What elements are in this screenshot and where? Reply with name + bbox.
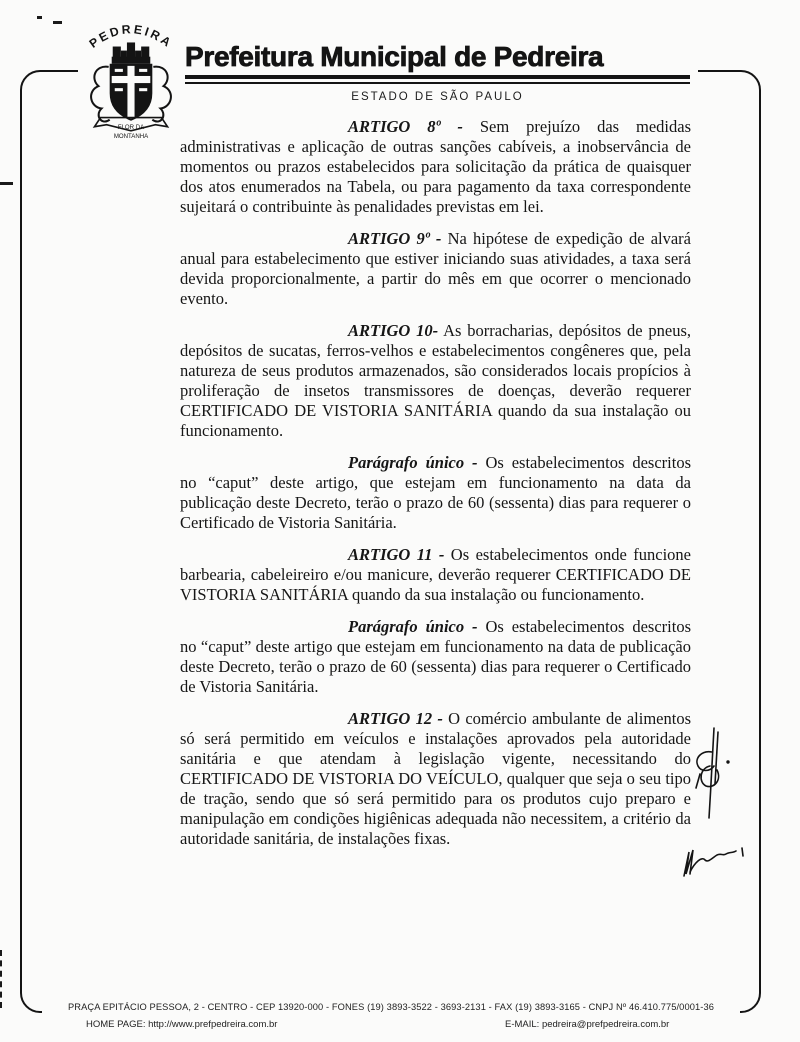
footer-row-2 bbox=[0, 1019, 800, 1035]
paragraph-text: Os estabelecimentos descritos no “caput” deste artigo que estejam em funcionamento na data de publicação deste Decreto, terão o prazo de 60 (sessenta) dias para requerer o Certificado de Vistoria Sanitária. bbox=[180, 617, 692, 696]
paragraph-text: O comércio ambulante de alimentos só será permitido em veículos e instalações aprovados pela autoridade sanitária e que atendam à legislação vigente, necessitando do CERTIFICADO DE VISTORIA DO VEÍCULO, qualquer que seja o seu tipo de tração, sendo que só será permitido para os produtos cujo preparo e manipulação em condições higiênicas adequada não necessitem, a critério da autoridade sanitária, de instalações fixas. bbox=[180, 709, 692, 848]
page-title: Prefeitura Municipal de Pedreira bbox=[185, 41, 604, 72]
title-double-rule bbox=[185, 75, 690, 84]
footer-address: PRAÇA EPITÁCIO PESSOA, 2 - CENTRO - CEP 13920-000 - FONES (19) 3893-3522 - 3693-2131 - FAX (19) 3893-3165 - CNPJ Nº 46.410.775/0001-36 bbox=[42, 1002, 740, 1012]
paragraph-artigo-12 bbox=[180, 709, 691, 849]
paragraph-text: Os estabelecimentos descritos no “caput” deste artigo, que estejam em funcionamento na data da publicação deste Decreto, terão o prazo de 60 (sessenta) dias para requerer o Certificado de Vistoria Sanitária. bbox=[180, 453, 692, 532]
paragraph-text: Os estabelecimentos onde funcione barbearia, cabeleireiro e/ou manicure, deverão requerer CERTIFICADO DE VISTORIA SANITÁRIA quando da sua instalação ou funcionamento. bbox=[180, 545, 691, 604]
paragraph-artigo-8 bbox=[180, 117, 691, 217]
paragraph-artigo-10 bbox=[180, 321, 691, 441]
coat-of-arms bbox=[74, 12, 188, 144]
mural-crown-icon bbox=[112, 42, 151, 63]
paragraph-lead: ARTIGO 8º - bbox=[348, 117, 463, 136]
paragraph-text: As borracharias, depósitos de pneus, depósitos de sucatas, ferros-velhos e estabelecimentos congêneres que, pela natureza de seus produtos armazenados, são considerados locais propícios à proliferação de insetos transmissores de doenças, deverão requerer CERTIFICADO DE VISTORIA SANITÁRIA quando da sua instalação ou funcionamento. bbox=[180, 321, 692, 440]
paragraph-text: Sem prejuízo das medidas administrativas e aplicação de outras sanções cabíveis, a inobservância de momentos ou prazos estabelecidos para solicitação da prática de quaisquer dos atos enumerados na Tabela, ou para pagamento da taxa correspondente sujeitará o contribuinte às penalidades previstas em lei. bbox=[180, 117, 691, 216]
state-subtitle: ESTADO DE SÃO PAULO bbox=[351, 90, 524, 103]
paragraph-lead: ARTIGO 12 - bbox=[348, 709, 443, 728]
paragraph-artigo-11 bbox=[180, 545, 691, 605]
header bbox=[185, 42, 690, 103]
document-body bbox=[180, 117, 691, 861]
footer-homepage: HOME PAGE: http://www.prefpedreira.com.br bbox=[86, 1019, 278, 1030]
scan-speck bbox=[37, 16, 42, 19]
paragraph-lead: ARTIGO 11 - bbox=[348, 545, 445, 564]
cross-icon bbox=[127, 65, 134, 122]
scan-edge-dotted-line bbox=[0, 950, 2, 1008]
paragraph-paragrafo-unico-1 bbox=[180, 453, 691, 533]
paragraph-text: Na hipótese de expedição de alvará anual para estabelecimento que estiver iniciando suas atividades, a taxa será devida proporcionalmente, a partir do mês em que ocorrer o mencionado evento. bbox=[180, 229, 691, 308]
scan-speck bbox=[53, 21, 62, 24]
paragraph-lead: Parágrafo único - bbox=[348, 453, 478, 472]
paragraph-artigo-9 bbox=[180, 229, 691, 309]
paragraph-paragrafo-unico-2 bbox=[180, 617, 691, 697]
signature-scribble bbox=[678, 836, 752, 880]
scan-edge-dash bbox=[0, 182, 13, 185]
handwritten-paraph bbox=[690, 726, 736, 826]
paragraph-lead: ARTIGO 10- bbox=[348, 321, 439, 340]
shield-icon bbox=[111, 65, 152, 122]
paragraph-lead: Parágrafo único - bbox=[348, 617, 478, 636]
emblem-motto-line1: FLOR DA bbox=[117, 123, 145, 131]
footer-email: E-MAIL: pedreira@prefpedreira.com.br bbox=[505, 1019, 670, 1030]
emblem-motto-line2: MONTANHA bbox=[113, 132, 149, 140]
emblem-city-name: PEDREIRA bbox=[86, 22, 176, 51]
paragraph-lead: ARTIGO 9º - bbox=[348, 229, 442, 248]
